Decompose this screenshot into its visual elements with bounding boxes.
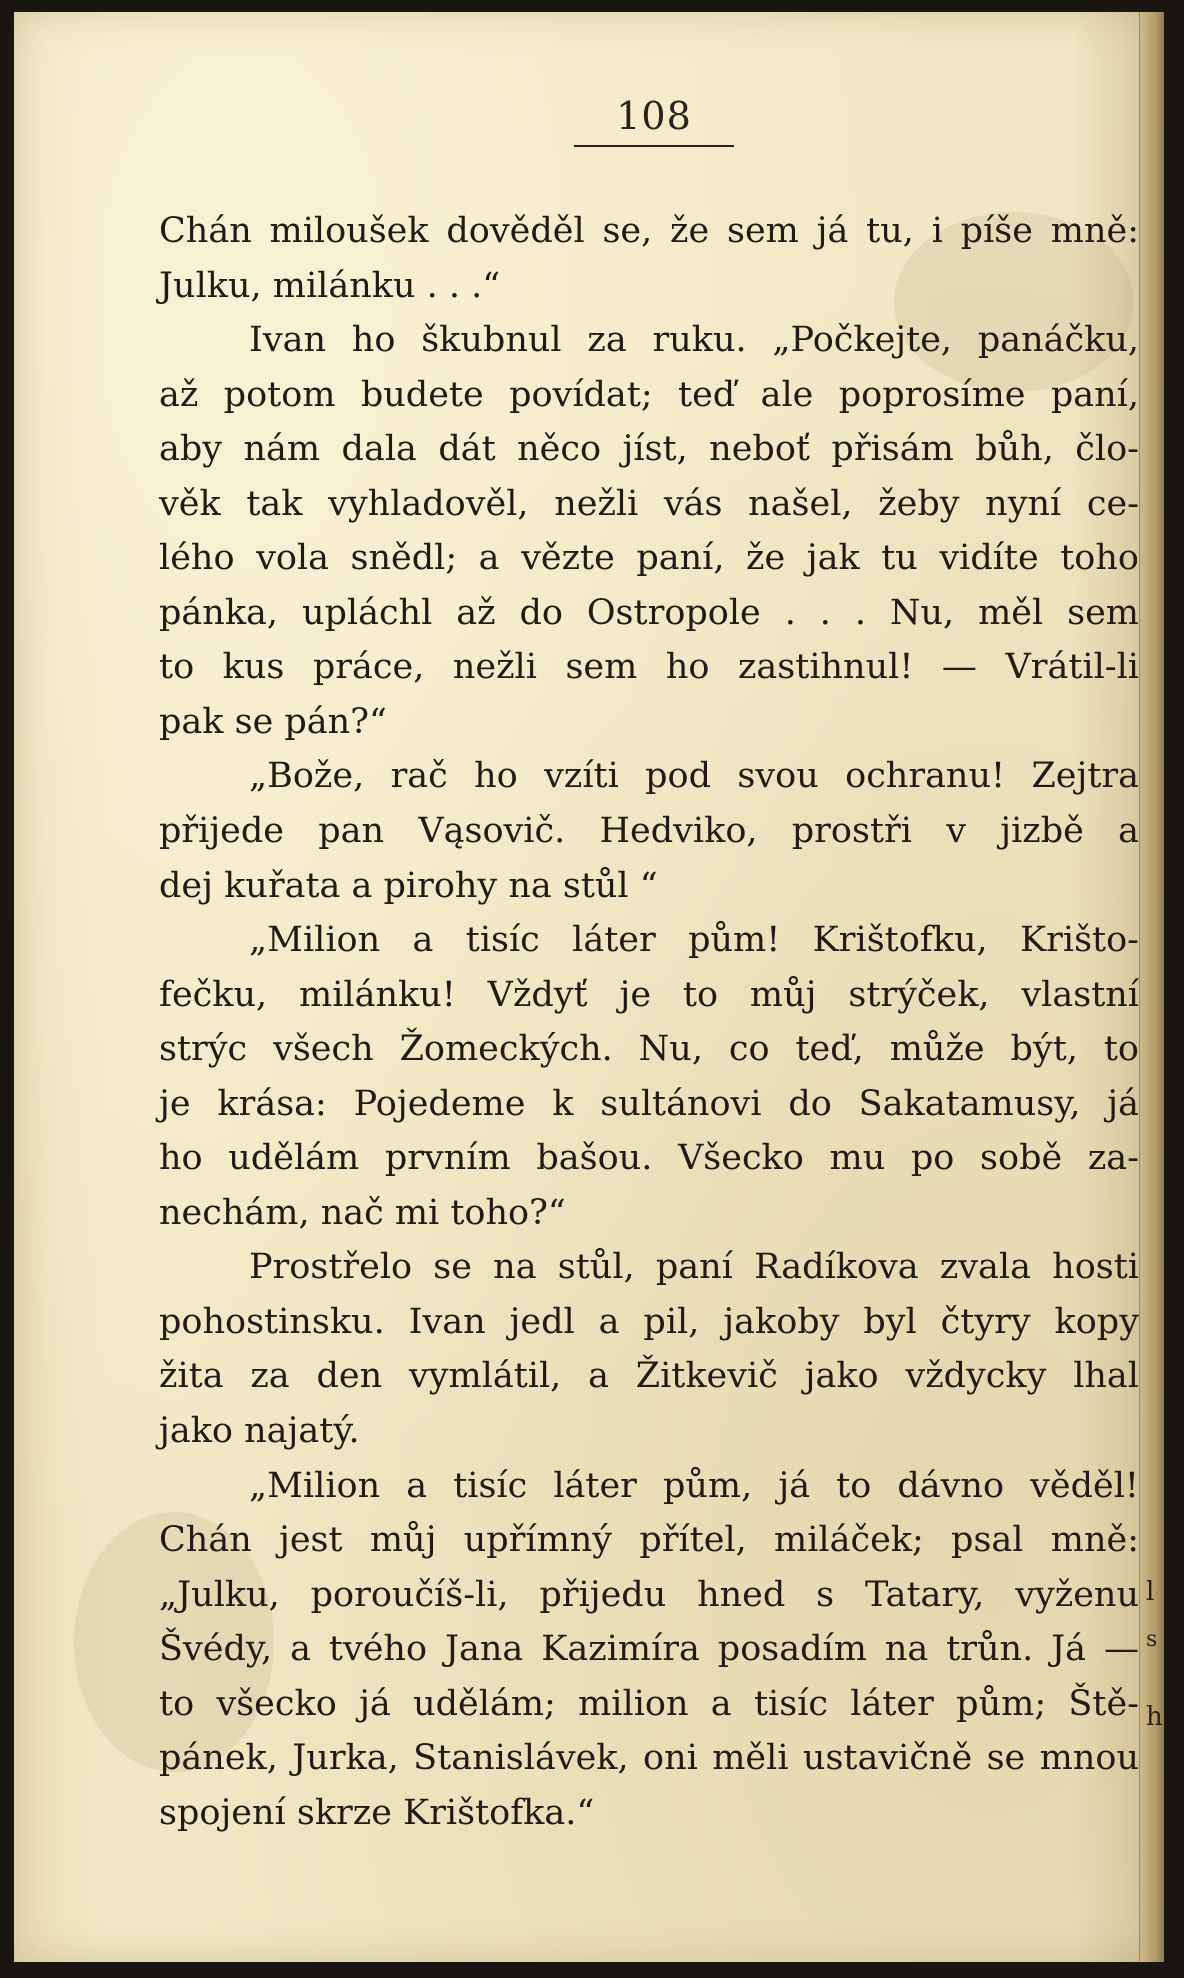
text-line: „Milion a tisíc láter pům! Krištofku, Krišto-	[249, 920, 1139, 961]
text-line: spojení skrze Krištofka.“	[159, 1792, 595, 1833]
margin-fragment: s	[1146, 1627, 1158, 1652]
body-text	[159, 204, 1139, 1840]
text-line: pánka, upláchl až do Ostropole . . . Nu, měl sem	[159, 592, 1139, 633]
text-line: lého vola snědl; a vězte paní, že jak tu vidíte toho	[159, 538, 1139, 579]
text-line: „Milion a tisíc láter pům, já to dávno věděl!	[249, 1465, 1139, 1506]
text-line: pak se pán?“	[159, 701, 387, 742]
page-number: 108	[616, 94, 692, 138]
adjacent-page-edge	[1139, 12, 1164, 1962]
text-line: přijede pan Vąsovič. Hedviko, prostři v jizbě a	[159, 811, 1139, 852]
text-line: „Bože, rač ho vzíti pod svou ochranu! Zejtra	[249, 756, 1139, 797]
text-line: věk tak vyhladověl, nežli vás našel, žeby nyní ce-	[159, 483, 1139, 524]
text-line: „Julku, poroučíš-li, přijedu hned s Tatary, vyženu	[159, 1574, 1139, 1615]
text-line: Julku, milánku . . .“	[159, 265, 501, 306]
text-line: Ivan ho škubnul za ruku. „Počkejte, panáčku,	[249, 320, 1139, 361]
text-line: jako najatý.	[159, 1411, 360, 1452]
text-line: Chán jest můj upřímný přítel, miláček; psal mně:	[159, 1520, 1139, 1561]
text-line: nechám, nač mi toho?“	[159, 1192, 566, 1233]
text-line: to kus práce, nežli sem ho zastihnul! — Vrátil-li	[159, 647, 1139, 688]
text-line: to všecko já udělám; milion a tisíc láter pům; Ště-	[159, 1683, 1139, 1724]
text-line: aby nám dala dát něco jíst, neboť přisám bůh, člo-	[159, 429, 1139, 470]
margin-fragment: h	[1146, 1702, 1163, 1732]
text-line: žita za den vymlátil, a Žitkevič jako vždycky lhal	[159, 1356, 1139, 1397]
text-line: pohostinsku. Ivan jedl a pil, jakoby byl čtyry kopy	[159, 1301, 1139, 1342]
text-line: dej kuřata a pirohy na stůl “	[159, 865, 658, 906]
text-line: ho udělám prvním bašou. Všecko mu po sobě za-	[159, 1138, 1139, 1179]
text-line: až potom budete povídat; teď ale poprosíme paní,	[159, 374, 1139, 415]
text-line: Chán miloušek dověděl se, že sem já tu, i píše mně:	[159, 211, 1139, 251]
text-line: Švédy, a tvého Jana Kazimíra posadím na trůn. Já —	[159, 1629, 1139, 1670]
text-line: je krása: Pojedeme k sultánovi do Sakatamusy, já	[159, 1083, 1139, 1124]
book-page	[14, 12, 1164, 1962]
text-line: pánek, Jurka, Stanislávek, oni měli ustavičně se mnou	[159, 1738, 1139, 1779]
page-number-rule	[574, 145, 734, 147]
text-line: Prostřelo se na stůl, paní Radíkova zvala hosti	[249, 1247, 1139, 1288]
text-line: strýc všech Žomeckých. Nu, co teď, může být, to	[159, 1029, 1139, 1070]
margin-fragment: l	[1146, 1577, 1155, 1607]
text-line: fečku, milánku! Vždyť je to můj strýček, vlastní	[159, 974, 1139, 1015]
